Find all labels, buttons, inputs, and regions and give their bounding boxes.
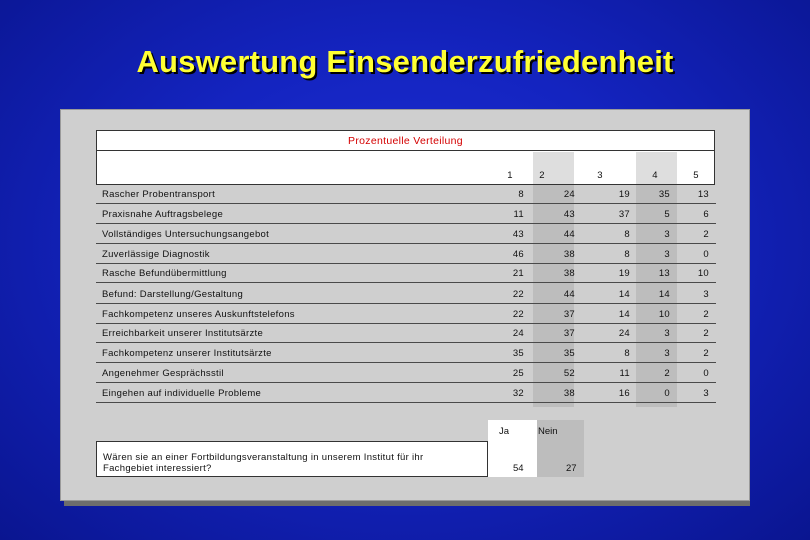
row-label: Fachkompetenz unserer Institutsärzte [102,348,272,359]
row-value-col-3: 8 [624,229,630,240]
row-divider [96,342,716,343]
row-label: Angenehmer Gesprächsstil [102,368,224,379]
table-row [96,245,716,265]
row-label: Befund: Darstellung/Gestaltung [102,289,244,300]
row-label: Eingehen auf individuelle Probleme [102,388,262,399]
row-value-col-2: 38 [563,249,575,260]
row-value-col-3: 37 [618,209,630,220]
row-divider [96,303,716,304]
table-row [96,324,716,344]
row-label: Erreichbarkeit unserer Institutsärzte [102,328,264,339]
row-divider [96,243,716,244]
row-value-col-3: 19 [618,189,630,200]
row-value-col-5: 2 [703,229,709,240]
row-value-col-4: 35 [658,189,670,200]
column-header-row [96,151,715,185]
question-label [96,441,488,477]
row-value-col-2: 37 [563,328,575,339]
row-value-col-5: 3 [703,388,709,399]
row-value-col-5: 6 [703,209,709,220]
row-value-col-1: 24 [512,328,524,339]
row-value-col-2: 38 [563,268,575,279]
row-value-col-3: 14 [618,309,630,320]
row-value-col-4: 3 [664,249,670,260]
row-value-col-1: 25 [512,368,524,379]
table-row [96,185,716,205]
row-divider [96,402,716,403]
row-value-col-5: 2 [703,309,709,320]
row-value-col-4: 10 [658,309,670,320]
table-row [96,344,716,364]
row-label: Rasche Befundübermittlung [102,268,227,279]
distribution-table [96,130,716,407]
row-value-col-1: 11 [513,209,524,220]
row-value-col-1: 22 [512,289,524,300]
table-row [96,305,716,325]
row-value-col-4: 2 [664,368,670,379]
no-header: Nein [538,426,558,437]
row-label: Fachkompetenz unseres Auskunftstelefons [102,309,295,320]
table-row [96,225,716,245]
row-divider [96,223,716,224]
row-value-col-2: 24 [563,189,575,200]
row-label: Rascher Probentransport [102,189,216,200]
table-row [96,285,716,305]
row-divider [96,362,716,363]
question-label-line-1: Wären sie an einer Fortbildungsveranstaltung in unserem Institut für ihr [103,452,424,463]
row-value-col-4: 14 [658,289,670,300]
row-value-col-4: 0 [664,388,670,399]
row-value-col-2: 44 [563,229,575,240]
row-value-col-3: 8 [624,249,630,260]
column-header-3: 3 [597,170,603,181]
table-heading: Prozentuelle Verteilung [96,130,715,151]
row-label: Vollständiges Untersuchungsangebot [102,229,270,240]
question-label-line-2: Fachgebiet interessiert? [103,463,212,474]
row-value-col-2: 43 [563,209,575,220]
row-value-col-5: 13 [697,189,709,200]
row-value-col-3: 8 [624,348,630,359]
row-divider [96,282,716,283]
row-value-col-1: 35 [512,348,524,359]
row-value-col-1: 46 [512,249,524,260]
row-label: Praxisnahe Auftragsbelege [102,209,224,220]
row-value-col-1: 43 [512,229,524,240]
column-header-2: 2 [539,170,545,181]
yes-value: 54 [513,463,524,474]
row-value-col-4: 5 [664,209,670,220]
row-label: Zuverlässige Diagnostik [102,249,210,260]
row-value-col-5: 2 [703,348,709,359]
row-value-col-5: 3 [703,289,709,300]
no-value: 27 [566,463,577,474]
table-row [96,264,716,284]
row-value-col-5: 0 [703,249,709,260]
row-value-col-2: 38 [563,388,575,399]
row-value-col-1: 21 [512,268,524,279]
row-value-col-2: 35 [563,348,575,359]
row-value-col-3: 19 [618,268,630,279]
row-value-col-1: 22 [512,309,524,320]
slide-title: Auswertung Einsenderzufriedenheit [136,44,674,79]
row-value-col-5: 2 [703,328,709,339]
row-divider [96,203,716,204]
row-value-col-1: 32 [512,388,524,399]
row-value-col-3: 16 [618,388,630,399]
row-divider [96,382,716,383]
row-value-col-5: 10 [697,268,709,279]
row-value-col-2: 44 [563,289,575,300]
row-value-col-4: 3 [664,229,670,240]
row-value-col-3: 24 [618,328,630,339]
row-value-col-4: 3 [664,348,670,359]
table-row [96,364,716,384]
yes-header: Ja [499,426,510,437]
row-value-col-3: 14 [618,289,630,300]
row-value-col-2: 52 [563,368,575,379]
row-value-col-2: 37 [563,309,575,320]
row-value-col-1: 8 [518,189,524,200]
row-value-col-5: 0 [703,368,709,379]
column-header-4: 4 [652,170,658,181]
table-row [96,205,716,225]
column-header-5: 5 [693,170,699,181]
row-value-col-4: 3 [664,328,670,339]
row-value-col-3: 11 [619,368,630,379]
row-value-col-4: 13 [658,268,670,279]
column-header-1: 1 [507,170,513,181]
table-row [96,384,716,404]
